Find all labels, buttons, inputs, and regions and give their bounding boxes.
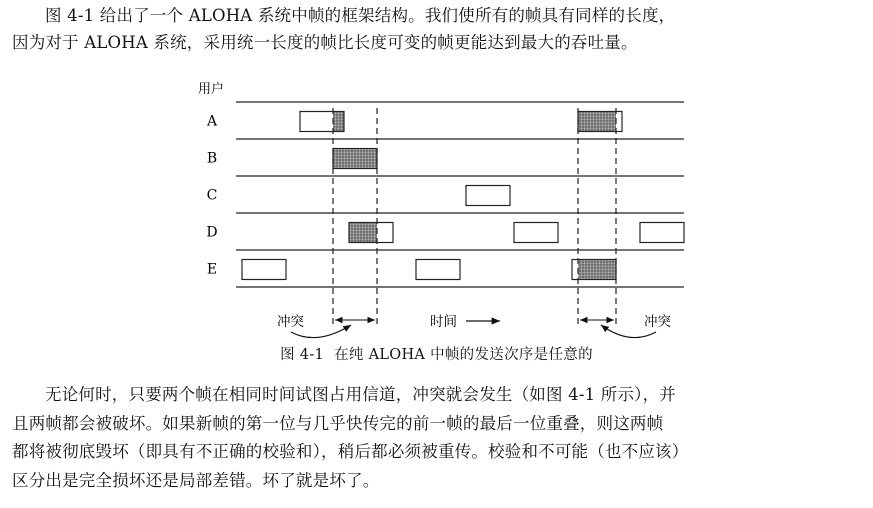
figure-caption (0, 343, 873, 364)
body-line: 无论何时，只要两个帧在相同时间试图占用信道，冲突就会发生（如图 4-1 所示），并 (45, 385, 677, 404)
collision-shading (578, 260, 616, 279)
body-line: 且两帧都会被破坏。如果新帧的第一位与几乎快传完的前一帧的最后一位重叠，则这两帧 (12, 413, 664, 433)
collision-label: 冲突 (277, 314, 304, 330)
frame-d (514, 223, 558, 243)
caption-number: 图 4-1 (280, 347, 325, 363)
frame-d (640, 223, 684, 243)
collision-label: 冲突 (644, 314, 671, 330)
body-paragraph (12, 381, 857, 495)
body-line: 都将被彻底毁坏（即具有不正确的校验和），稍后都必须被重传。校验和不可能（也不应该） (12, 442, 689, 461)
time-label: 时间 (430, 314, 457, 330)
user-label-a: A (206, 113, 218, 130)
caption-text: 在纯 ALOHA 中帧的发送次序是任意的 (334, 347, 593, 363)
user-label-e: E (206, 261, 218, 278)
intro-line: 因为对于 ALOHA 系统，采用统一长度的帧比长度可变的帧更能达到最大的吞吐量。 (12, 33, 638, 52)
frame-c (466, 186, 510, 206)
intro-line: 图 4-1 给出了一个 ALOHA 系统中帧的框架结构。我们使所有的帧具有同样的长度， (45, 6, 676, 25)
frame-e (416, 260, 460, 280)
body-line: 区分出是完全损坏还是局部差错。坏了就是坏了。 (12, 470, 380, 490)
collision-shading (333, 112, 344, 131)
collision-shading (349, 223, 377, 242)
y-axis-header: 用户 (198, 82, 225, 97)
user-label-d: D (206, 224, 218, 241)
user-label-c: C (206, 187, 218, 204)
collision-shading (333, 149, 377, 168)
collision-shading (578, 112, 616, 131)
frame-e (242, 260, 286, 280)
user-label-b: B (206, 150, 218, 167)
